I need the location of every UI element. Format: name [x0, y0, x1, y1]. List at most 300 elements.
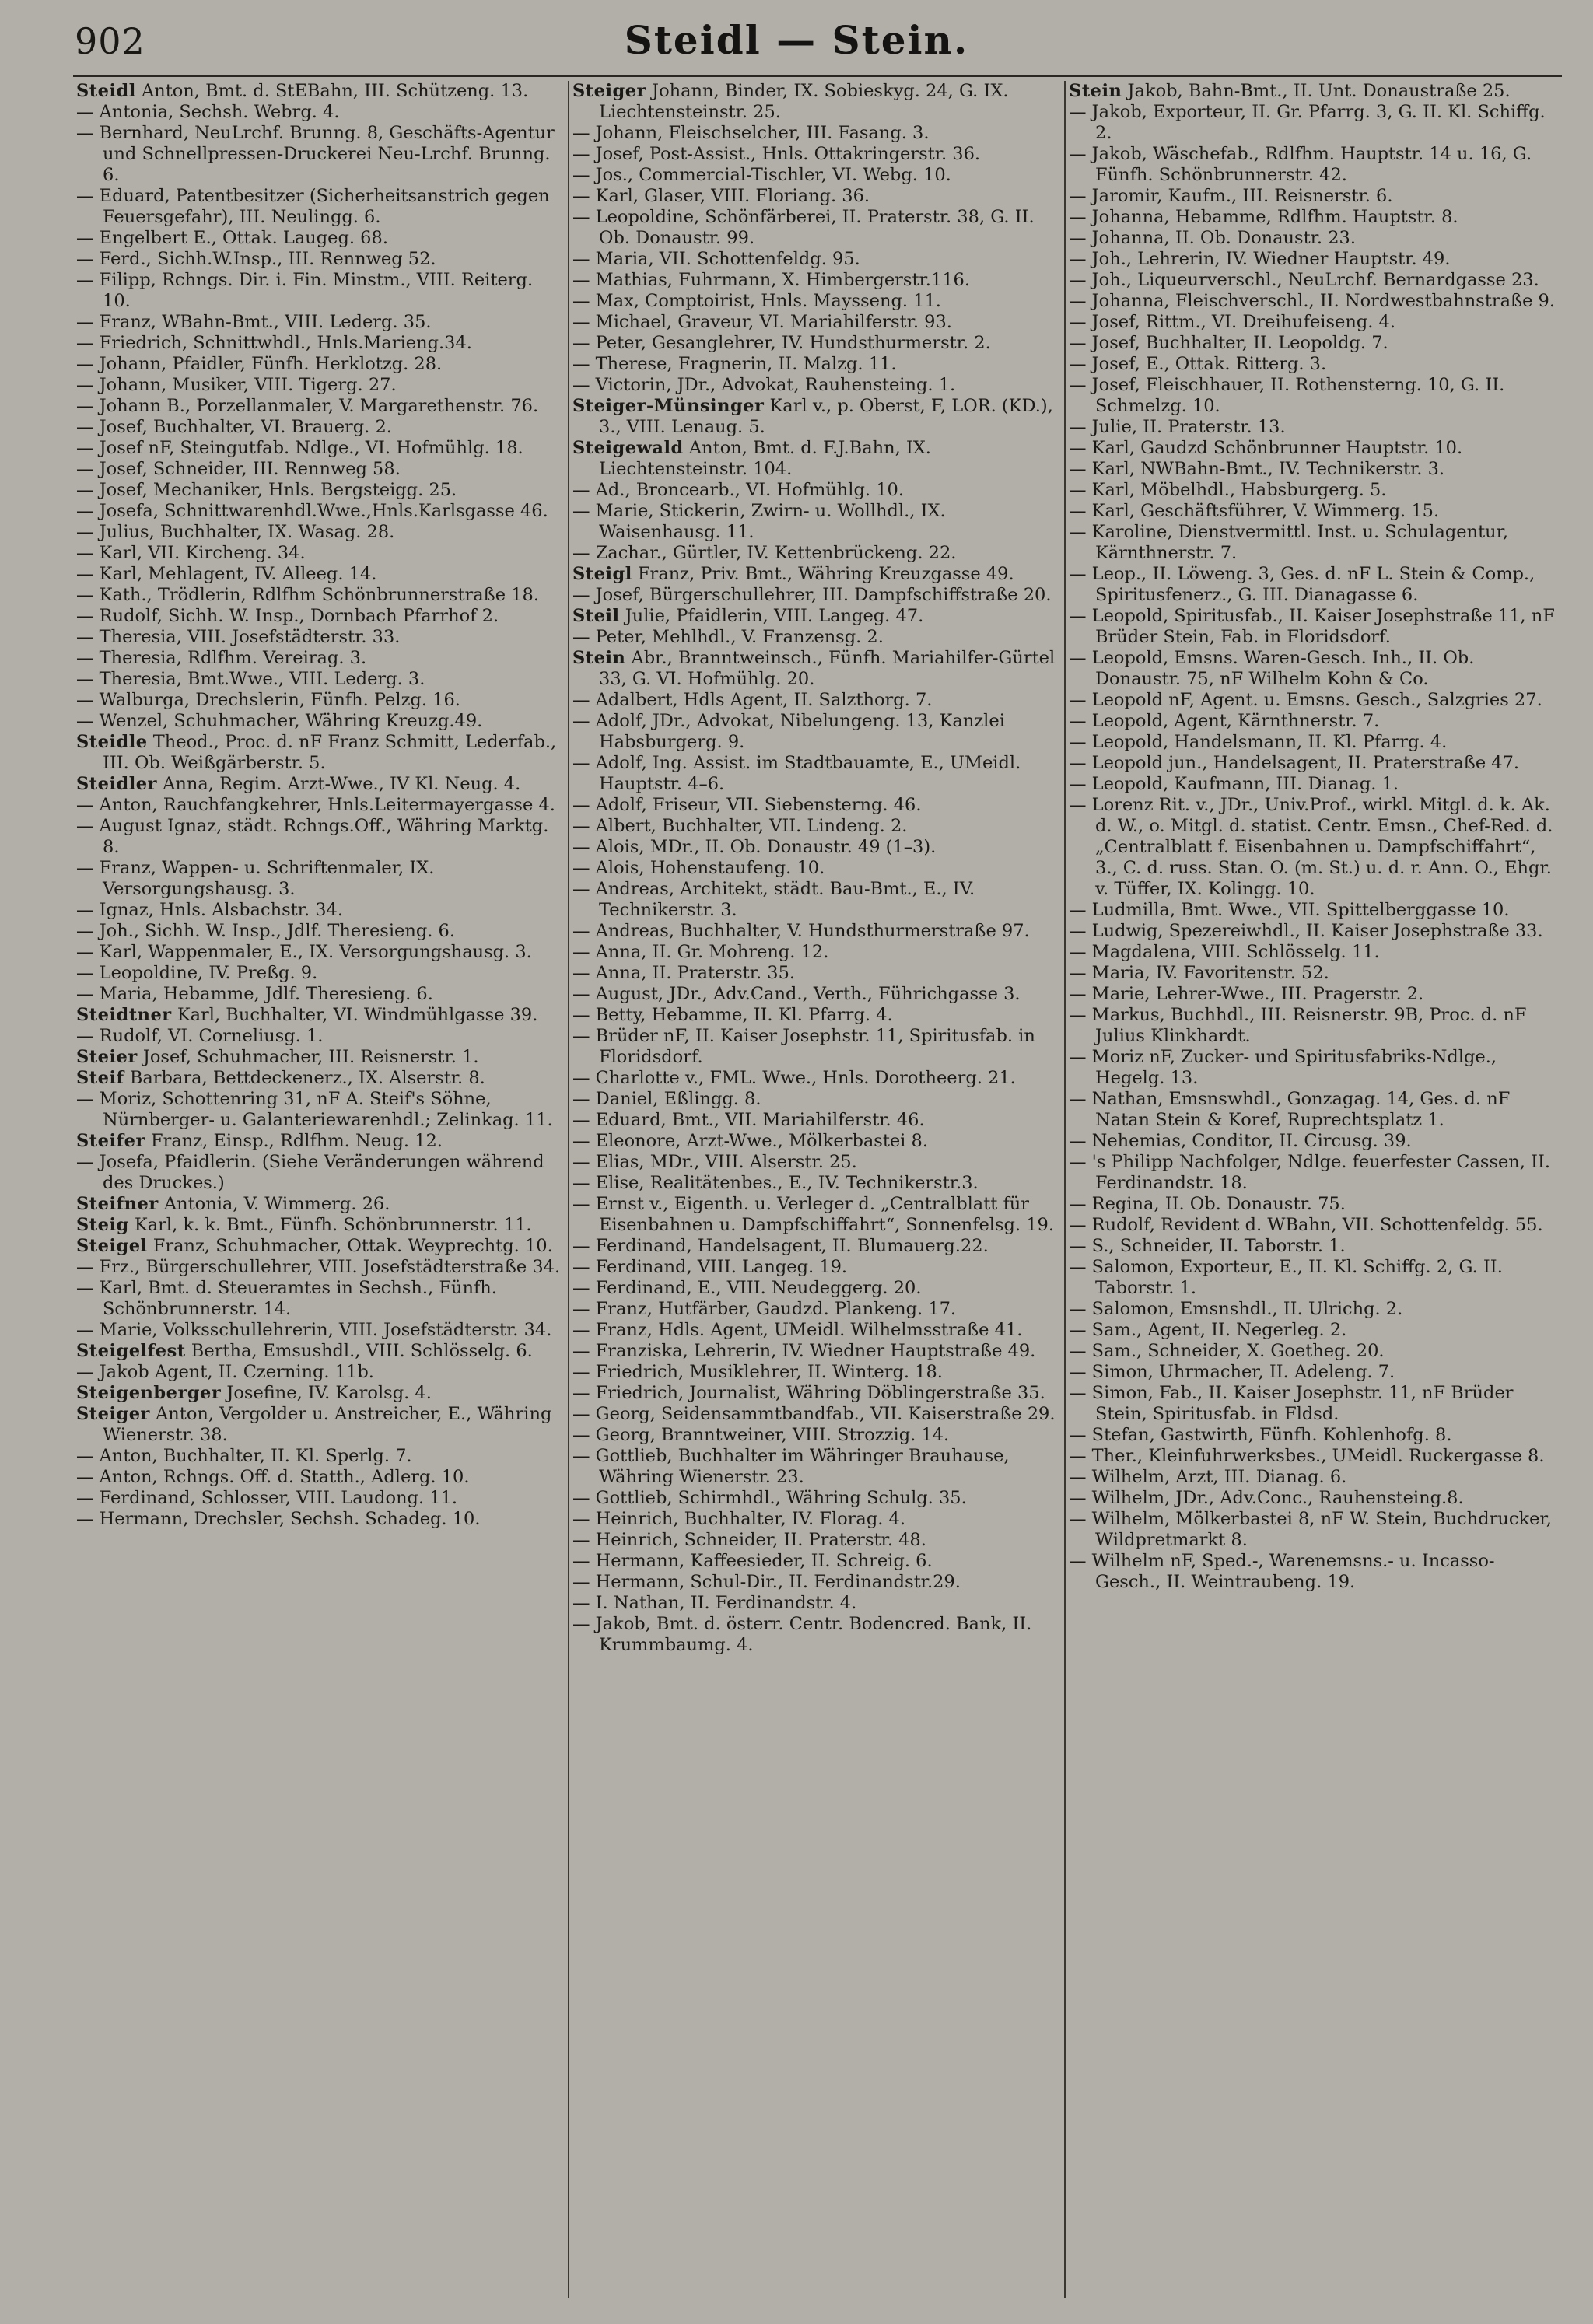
directory-entry	[76, 81, 562, 102]
directory-entry	[76, 1047, 562, 1068]
directory-entry	[572, 984, 1058, 1005]
entry-text: — Karl, VII. Kircheng. 34.	[76, 543, 306, 563]
entry-surname: Steifer	[76, 1131, 145, 1151]
entry-text: — Wenzel, Schuhmacher, Währing Kreuzg.49.	[76, 711, 483, 731]
directory-entry	[572, 207, 1058, 249]
directory-entry	[1069, 1047, 1556, 1089]
entry-text: — Josef, E., Ottak. Ritterg. 3.	[1069, 354, 1327, 374]
entry-text: — Karl, Gaudzd Schönbrunner Hauptstr. 10.	[1069, 438, 1463, 458]
directory-entry	[572, 1005, 1058, 1026]
directory-entry	[572, 1509, 1058, 1530]
directory-entry	[76, 1467, 562, 1488]
directory-entry	[572, 543, 1058, 564]
directory-entry	[76, 942, 562, 963]
entry-text: — Joh., Liqueurverschl., NeuLrchf. Bernardgasse 23.	[1069, 270, 1539, 290]
directory-entry	[1069, 249, 1556, 270]
entry-text: Karl v., p. Oberst, F, LOR. (KD.), 3., VIII. Lenaug. 5.	[599, 396, 1053, 437]
entry-text: — Anton, Rauchfangkehrer, Hnls.Leitermayergasse 4.	[76, 795, 555, 815]
entry-text: — Johann, Fleischselcher, III. Fasang. 3.	[572, 123, 930, 143]
directory-entry	[76, 543, 562, 564]
directory-entry	[1069, 1131, 1556, 1152]
directory-entry	[572, 186, 1058, 207]
directory-entry	[572, 123, 1058, 144]
directory-entry	[76, 1089, 562, 1131]
entry-text: — Simon, Fab., II. Kaiser Josephstr. 11, nF Brüder Stein, Spiritusfab. in Fldsd.	[1069, 1383, 1514, 1424]
entry-text: — Ludwig, Spezereiwhdl., II. Kaiser Josephstraße 33.	[1069, 921, 1543, 941]
entry-text: — Mathias, Fuhrmann, X. Himbergerstr.116.	[572, 270, 971, 290]
directory-entry	[572, 333, 1058, 354]
directory-entry	[572, 1068, 1058, 1089]
entry-text: — Magdalena, VIII. Schlösselg. 11.	[1069, 942, 1380, 962]
directory-entry	[572, 879, 1058, 921]
directory-entry	[1069, 1446, 1556, 1467]
entry-text: — Heinrich, Buchhalter, IV. Florag. 4.	[572, 1509, 905, 1529]
entry-text: — Anton, Buchhalter, II. Kl. Sperlg. 7.	[76, 1446, 412, 1466]
entry-text: Jakob, Bahn-Bmt., II. Unt. Donaustraße 25.	[1122, 81, 1511, 101]
entry-text: — Wilhelm nF, Sped.-, Warenemsns.- u. Incasso-Gesch., II. Weintraubeng. 19.	[1069, 1551, 1495, 1592]
directory-entry	[1069, 1488, 1556, 1509]
entry-text: — Hermann, Drechsler, Sechsh. Schadeg. 10.	[76, 1509, 481, 1529]
entry-text: — Leopold jun., Handelsagent, II. Praterstraße 47.	[1069, 753, 1520, 773]
directory-entry	[572, 375, 1058, 396]
directory-entry	[572, 1026, 1058, 1068]
entry-text: — S., Schneider, II. Taborstr. 1.	[1069, 1236, 1346, 1256]
directory-entry	[572, 1236, 1058, 1257]
directory-entry	[76, 438, 562, 459]
entry-text: Anton, Bmt. d. F.J.Bahn, IX. Liechtensteinstr. 104.	[599, 438, 931, 479]
entry-text: — Marie, Stickerin, Zwirn- u. Wollhdl., IX. Waisenhausg. 11.	[572, 501, 946, 542]
directory-entry	[1069, 1152, 1556, 1194]
directory-entry	[572, 690, 1058, 711]
entry-text: — Josef, Fleischhauer, II. Rothensterng. 10, G. II. Schmelzg. 10.	[1069, 375, 1505, 416]
entry-text: — Peter, Mehlhdl., V. Franzensg. 2.	[572, 627, 884, 647]
directory-entry	[76, 1362, 562, 1383]
page-number: 902	[75, 20, 145, 62]
directory-entry	[1069, 1236, 1556, 1257]
entry-text: — Jakob, Bmt. d. österr. Centr. Bodencred. Bank, II. Krummbaumg. 4.	[572, 1614, 1032, 1655]
entry-text: — Maria, Hebamme, Jdlf. Theresieng. 6.	[76, 984, 433, 1004]
entry-text: — Adolf, Friseur, VII. Siebensterng. 46.	[572, 795, 922, 815]
entry-text: — Leopold, Spiritusfab., II. Kaiser Josephstraße 11, nF Brüder Stein, Fab. in Floridsdorf.	[1069, 606, 1555, 647]
entry-text: — Antonia, Sechsh. Webrg. 4.	[76, 102, 340, 122]
directory-entry	[1069, 921, 1556, 942]
entry-text: — Gottlieb, Buchhalter im Währinger Brauhause, Währing Wienerstr. 23.	[572, 1446, 1010, 1487]
entry-text: — Ferdinand, Handelsagent, II. Blumauerg.22.	[572, 1236, 989, 1256]
directory-entry	[76, 396, 562, 417]
entry-text: Anton, Vergolder u. Anstreicher, E., Währing Wienerstr. 38.	[103, 1404, 552, 1445]
entry-text: Karl, k. k. Bmt., Fünfh. Schönbrunnerstr. 11.	[128, 1215, 532, 1235]
directory-entry	[76, 1026, 562, 1047]
directory-columns	[73, 81, 1562, 2298]
directory-entry	[1069, 270, 1556, 291]
entry-text: — Jakob Agent, II. Czerning. 11b.	[76, 1362, 374, 1382]
directory-entry	[572, 165, 1058, 186]
directory-entry	[1069, 1320, 1556, 1341]
entry-text: — August, JDr., Adv.Cand., Verth., Führichgasse 3.	[572, 984, 1021, 1004]
page-header	[0, 11, 1593, 67]
entry-text: — Anton, Rchngs. Off. d. Statth., Adlerg. 10.	[76, 1467, 470, 1487]
directory-entry	[1069, 606, 1556, 648]
entry-surname: Steiger-Münsinger	[572, 396, 765, 416]
entry-text: — Markus, Buchhdl., III. Reisnerstr. 9B, Proc. d. nF Julius Klinkhardt.	[1069, 1005, 1527, 1046]
directory-entry	[76, 312, 562, 333]
entry-text: — Josef, Buchhalter, II. Leopoldg. 7.	[1069, 333, 1388, 353]
entry-text: — Friedrich, Musiklehrer, II. Winterg. 18.	[572, 1362, 943, 1382]
directory-entry	[572, 501, 1058, 543]
entry-text: — Leopold, Handelsmann, II. Kl. Pfarrg. 4.	[1069, 732, 1448, 752]
directory-entry	[572, 942, 1058, 963]
directory-entry	[76, 375, 562, 396]
entry-text: — Leopoldine, Schönfärberei, II. Praterstr. 38, G. II. Ob. Donaustr. 99.	[572, 207, 1035, 248]
directory-entry	[76, 648, 562, 669]
entry-text: Abr., Branntweinsch., Fünfh. Mariahilfer-Gürtel 33, G. VI. Hofmühlg. 20.	[599, 648, 1056, 689]
directory-entry	[1069, 312, 1556, 333]
directory-entry	[76, 858, 562, 900]
directory-entry	[572, 480, 1058, 501]
directory-entry	[76, 711, 562, 732]
entry-text: — Karl, NWBahn-Bmt., IV. Technikerstr. 3.	[1069, 459, 1445, 479]
entry-surname: Steigl	[572, 564, 632, 584]
entry-text: — Georg, Seidensammtbandfab., VII. Kaiserstraße 29.	[572, 1404, 1056, 1424]
directory-entry	[76, 1383, 562, 1404]
entry-text: — Josef, Schneider, III. Rennweg 58.	[76, 459, 401, 479]
entry-text: — Leopold, Emsns. Waren-Gesch. Inh., II. Ob. Donaustr. 75, nF Wilhelm Kohn & Co.	[1069, 648, 1475, 689]
entry-text: — Alois, MDr., II. Ob. Donaustr. 49 (1–3).	[572, 837, 937, 857]
entry-text: — Maria, VII. Schottenfeldg. 95.	[572, 249, 860, 269]
directory-entry	[76, 186, 562, 228]
entry-text: — Karl, Mehlagent, IV. Alleeg. 14.	[76, 564, 377, 584]
entry-text: — 's Philipp Nachfolger, Ndlge. feuerfester Cassen, II. Ferdinandstr. 18.	[1069, 1152, 1551, 1193]
directory-entry	[76, 1341, 562, 1362]
entry-text: — Julius, Buchhalter, IX. Wasag. 28.	[76, 522, 395, 542]
directory-entry	[572, 711, 1058, 753]
entry-text: Theod., Proc. d. nF Franz Schmitt, Lederfab., III. Ob. Weißgärberstr. 5.	[103, 732, 557, 773]
entry-text: Franz, Einsp., Rdlfhm. Neug. 12.	[145, 1131, 443, 1151]
directory-entry	[1069, 501, 1556, 522]
entry-text: — Joh., Lehrerin, IV. Wiedner Hauptstr. 49.	[1069, 249, 1451, 269]
entry-text: — Leop., II. Löweng. 3, Ges. d. nF L. Stein & Comp., Spiritusfenerz., G. III. Dianagasse 6.	[1069, 564, 1535, 605]
entry-text: — Josefa, Schnittwarenhdl.Wwe.,Hnls.Karlsgasse 46.	[76, 501, 548, 521]
entry-text: — Jos., Commercial-Tischler, VI. Webg. 10.	[572, 165, 951, 185]
entry-text: — Friedrich, Schnittwhdl., Hnls.Marieng.34.	[76, 333, 472, 353]
directory-entry	[572, 1299, 1058, 1320]
entry-text: — Michael, Graveur, VI. Mariahilferstr. 93.	[572, 312, 952, 332]
entry-text: — Charlotte v., FML. Wwe., Hnls. Dorotheerg. 21.	[572, 1068, 1016, 1088]
directory-entry	[572, 1341, 1058, 1362]
entry-text: — Jaromir, Kaufm., III. Reisnerstr. 6.	[1069, 186, 1393, 206]
directory-entry	[76, 102, 562, 123]
entry-text: Anna, Regim. Arzt-Wwe., IV Kl. Neug. 4.	[156, 774, 521, 794]
directory-entry	[1069, 480, 1556, 501]
directory-entry	[572, 1446, 1058, 1488]
directory-entry	[76, 1488, 562, 1509]
directory-entry	[572, 837, 1058, 858]
entry-text: — I. Nathan, II. Ferdinandstr. 4.	[572, 1593, 857, 1613]
directory-entry	[76, 585, 562, 606]
entry-text: — Franz, Hutfärber, Gaudzd. Plankeng. 17.	[572, 1299, 957, 1319]
directory-entry	[1069, 1089, 1556, 1131]
entry-text: — Ernst v., Eigenth. u. Verleger d. „Centralblatt für Eisenbahnen u. Dampfschiffahrt“, Sonnenfelsg. 19.	[572, 1194, 1054, 1235]
entry-text: — Filipp, Rchngs. Dir. i. Fin. Minstm., VIII. Reiterg. 10.	[76, 270, 534, 311]
entry-text: — Karoline, Dienstvermittl. Inst. u. Schulagentur, Kärnthnerstr. 7.	[1069, 522, 1509, 563]
entry-text: — Engelbert E., Ottak. Laugeg. 68.	[76, 228, 388, 248]
entry-text: — Josef, Bürgerschullehrer, III. Dampfschiffstraße 20.	[572, 585, 1052, 605]
directory-entry	[1069, 81, 1556, 102]
directory-entry	[1069, 1551, 1556, 1593]
directory-entry	[76, 1131, 562, 1152]
directory-entry	[1069, 1425, 1556, 1446]
entry-text: — Leopoldine, IV. Preßg. 9.	[76, 963, 318, 983]
directory-entry	[76, 480, 562, 501]
entry-surname: Stein	[1069, 81, 1122, 101]
directory-entry	[1069, 1467, 1556, 1488]
directory-entry	[1069, 711, 1556, 732]
entry-text: — Peter, Gesanglehrer, IV. Hundsthurmerstr. 2.	[572, 333, 991, 353]
directory-entry	[572, 354, 1058, 375]
directory-entry	[76, 963, 562, 984]
entry-text: Anton, Bmt. d. StEBahn, III. Schützeng. 13.	[135, 81, 529, 101]
directory-entry	[572, 81, 1058, 123]
directory-entry	[76, 816, 562, 858]
directory-entry	[76, 795, 562, 816]
directory-entry	[1069, 1194, 1556, 1215]
directory-entry	[1069, 1257, 1556, 1299]
entry-surname: Steidler	[76, 774, 157, 794]
directory-entry	[572, 1320, 1058, 1341]
directory-entry	[1069, 1383, 1556, 1425]
entry-text: — Kath., Trödlerin, Rdlfhm Schönbrunnerstraße 18.	[76, 585, 539, 605]
directory-entry	[76, 669, 562, 690]
entry-text: — Johanna, Hebamme, Rdlfhm. Hauptstr. 8.	[1069, 207, 1458, 227]
directory-entry	[76, 270, 562, 312]
entry-text: — Franz, Hdls. Agent, UMeidl. Wilhelmsstraße 41.	[572, 1320, 1023, 1340]
entry-text: — Ferdinand, Schlosser, VIII. Laudong. 11.	[76, 1488, 458, 1508]
entry-text: — Moriz nF, Zucker- und Spiritusfabriks-Ndlge., Hegelg. 13.	[1069, 1047, 1497, 1088]
directory-entry	[1069, 144, 1556, 186]
directory-entry	[1069, 417, 1556, 438]
entry-text: Franz, Priv. Bmt., Währing Kreuzgasse 49.	[632, 564, 1014, 584]
entry-surname: Steigewald	[572, 438, 684, 458]
directory-entry	[1069, 333, 1556, 354]
directory-entry	[76, 354, 562, 375]
entry-text: — Adalbert, Hdls Agent, II. Salzthorg. 7.	[572, 690, 933, 710]
directory-entry	[76, 417, 562, 438]
entry-text: — Salomon, Exporteur, E., II. Kl. Schiffg. 2, G. II. Taborstr. 1.	[1069, 1257, 1503, 1298]
directory-entry	[76, 249, 562, 270]
directory-entry	[76, 501, 562, 522]
column-3	[1066, 81, 1562, 2298]
directory-entry	[572, 1383, 1058, 1404]
entry-text: — Wilhelm, Mölkerbastei 8, nF W. Stein, Buchdrucker, Wildpretmarkt 8.	[1069, 1509, 1552, 1550]
entry-text: — Franz, WBahn-Bmt., VIII. Lederg. 35.	[76, 312, 432, 332]
directory-entry	[572, 1425, 1058, 1446]
entry-text: — Rudolf, Sichh. W. Insp., Dornbach Pfarrhof 2.	[76, 606, 499, 626]
entry-text: — Rudolf, VI. Corneliusg. 1.	[76, 1026, 324, 1046]
directory-entry	[76, 1152, 562, 1194]
directory-entry	[1069, 1215, 1556, 1236]
directory-entry	[1069, 774, 1556, 795]
entry-text: Franz, Schuhmacher, Ottak. Weyprechtg. 10.	[147, 1236, 553, 1256]
entry-text: Johann, Binder, IX. Sobieskyg. 24, G. IX. Liechtensteinstr. 25.	[599, 81, 1009, 122]
entry-text: — Josef nF, Steingutfab. Ndlge., VI. Hofmühlg. 18.	[76, 438, 523, 458]
directory-entry	[76, 1236, 562, 1257]
entry-text: — Ferd., Sichh.W.Insp., III. Rennweg 52.	[76, 249, 436, 269]
entry-text: — Karl, Wappenmaler, E., IX. Versorgungshausg. 3.	[76, 942, 532, 962]
directory-entry	[572, 627, 1058, 648]
entry-text: — Ther., Kleinfuhrwerksbes., UMeidl. Ruckergasse 8.	[1069, 1446, 1545, 1466]
entry-text: — Elise, Realitätenbes., E., IV. Technikerstr.3.	[572, 1173, 979, 1193]
entry-text: — Johanna, II. Ob. Donaustr. 23.	[1069, 228, 1356, 248]
directory-entry	[76, 564, 562, 585]
entry-text: — Sam., Schneider, X. Goetheg. 20.	[1069, 1341, 1385, 1361]
entry-text: — Ludmilla, Bmt. Wwe., VII. Spittelberggasse 10.	[1069, 900, 1510, 920]
directory-entry	[572, 1488, 1058, 1509]
entry-text: — Nathan, Emsnswhdl., Gonzagag. 14, Ges. d. nF Natan Stein & Koref, Ruprechtsplatz 1.	[1069, 1089, 1511, 1130]
entry-surname: Steif	[76, 1068, 124, 1088]
directory-entry	[76, 690, 562, 711]
directory-entry	[572, 1404, 1058, 1425]
entry-text: — Ferdinand, E., VIII. Neudeggerg. 20.	[572, 1278, 922, 1298]
directory-entry	[76, 1068, 562, 1089]
entry-text: — Hermann, Schul-Dir., II. Ferdinandstr.29.	[572, 1572, 961, 1592]
directory-entry	[572, 606, 1058, 627]
entry-text: — Wilhelm, JDr., Adv.Conc., Rauhensteing.8.	[1069, 1488, 1464, 1508]
entry-text: — Heinrich, Schneider, II. Praterstr. 48.	[572, 1530, 926, 1550]
directory-entry	[76, 1194, 562, 1215]
directory-entry	[572, 1551, 1058, 1572]
directory-entry	[572, 648, 1058, 690]
directory-entry	[572, 858, 1058, 879]
entry-text: — Anna, II. Praterstr. 35.	[572, 963, 796, 983]
directory-entry	[572, 1194, 1058, 1236]
entry-text: — Rudolf, Revident d. WBahn, VII. Schottenfeldg. 55.	[1069, 1215, 1543, 1235]
entry-text: — Elias, MDr., VIII. Alserstr. 25.	[572, 1152, 857, 1172]
entry-text: — Sam., Agent, II. Negerleg. 2.	[1069, 1320, 1347, 1340]
entry-text: — Adolf, JDr., Advokat, Nibelungeng. 13, Kanzlei Habsburgerg. 9.	[572, 711, 1005, 752]
entry-text: — Theresia, Rdlfhm. Vereirag. 3.	[76, 648, 367, 668]
entry-text: — Nehemias, Conditor, II. Circusg. 39.	[1069, 1131, 1412, 1151]
entry-surname: Steil	[572, 606, 620, 626]
entry-text: — Ignaz, Hnls. Alsbachstr. 34.	[76, 900, 344, 920]
entry-text: — Adolf, Ing. Assist. im Stadtbauamte, E., UMeidl. Hauptstr. 4–6.	[572, 753, 1021, 794]
entry-text: — Ad., Broncearb., VI. Hofmühlg. 10.	[572, 480, 904, 500]
entry-text: — Josef, Mechaniker, Hnls. Bergsteigg. 25.	[76, 480, 457, 500]
directory-entry	[572, 1593, 1058, 1614]
directory-entry	[1069, 732, 1556, 753]
entry-text: — Ferdinand, VIII. Langeg. 19.	[572, 1257, 848, 1277]
directory-entry	[76, 627, 562, 648]
directory-entry	[1069, 291, 1556, 312]
directory-entry	[572, 1572, 1058, 1593]
directory-entry	[76, 459, 562, 480]
entry-surname: Steier	[76, 1047, 138, 1067]
entry-text: — Frz., Bürgerschullehrer, VIII. Josefstädterstraße 34.	[76, 1257, 561, 1277]
entry-text: — Therese, Fragnerin, II. Malzg. 11.	[572, 354, 897, 374]
entry-surname: Stein	[572, 648, 626, 668]
entry-text: Antonia, V. Wimmerg. 26.	[158, 1194, 390, 1214]
entry-text: — Jakob, Exporteur, II. Gr. Pfarrg. 3, G. II. Kl. Schiffg. 2.	[1069, 102, 1546, 143]
entry-text: — Marie, Lehrer-Wwe., III. Pragerstr. 2.	[1069, 984, 1424, 1004]
running-title: Steidl — Stein.	[624, 17, 969, 63]
directory-entry	[76, 1005, 562, 1026]
entry-text: — Simon, Uhrmacher, II. Adeleng. 7.	[1069, 1362, 1395, 1382]
directory-entry	[1069, 795, 1556, 900]
entry-text: Josefine, IV. Karolsg. 4.	[221, 1383, 432, 1403]
entry-text: — August Ignaz, städt. Rchngs.Off., Währing Marktg. 8.	[76, 816, 549, 857]
directory-entry	[1069, 1299, 1556, 1320]
entry-text: — Karl, Möbelhdl., Habsburgerg. 5.	[1069, 480, 1387, 500]
entry-text: — Alois, Hohenstaufeng. 10.	[572, 858, 825, 878]
entry-text: — Josef, Post-Assist., Hnls. Ottakringerstr. 36.	[572, 144, 981, 164]
directory-entry	[76, 333, 562, 354]
entry-surname: Steigenberger	[76, 1383, 222, 1403]
directory-entry	[1069, 963, 1556, 984]
directory-entry	[1069, 690, 1556, 711]
directory-entry	[572, 1110, 1058, 1131]
directory-entry	[572, 312, 1058, 333]
entry-text: — Karl, Geschäftsführer, V. Wimmerg. 15.	[1069, 501, 1440, 521]
entry-text: — Johann, Pfaidler, Fünfh. Herklotzg. 28.	[76, 354, 443, 374]
directory-entry	[1069, 228, 1556, 249]
directory-entry	[572, 816, 1058, 837]
entry-text: — Andreas, Architekt, städt. Bau-Bmt., E., IV. Technikerstr. 3.	[572, 879, 975, 920]
directory-entry	[1069, 102, 1556, 144]
directory-entry	[1069, 1509, 1556, 1551]
directory-entry	[572, 1152, 1058, 1173]
directory-entry	[76, 606, 562, 627]
entry-text: Julie, Pfaidlerin, VIII. Langeg. 47.	[619, 606, 924, 626]
directory-entry	[1069, 1341, 1556, 1362]
directory-entry	[1069, 459, 1556, 480]
directory-entry	[572, 921, 1058, 942]
directory-entry	[572, 753, 1058, 795]
directory-entry	[76, 921, 562, 942]
entry-text: — Max, Comptoirist, Hnls. Maysseng. 11.	[572, 291, 941, 311]
entry-surname: Steiger	[572, 81, 646, 101]
directory-entry	[572, 249, 1058, 270]
directory-entry	[572, 795, 1058, 816]
entry-text: — Joh., Sichh. W. Insp., Jdlf. Theresieng. 6.	[76, 921, 456, 941]
entry-text: — Karl, Bmt. d. Steueramtes in Sechsh., Fünfh. Schönbrunnerstr. 14.	[76, 1278, 497, 1319]
entry-text: — Stefan, Gastwirth, Fünfh. Kohlenhofg. 8.	[1069, 1425, 1452, 1445]
entry-text: — Leopold, Agent, Kärnthnerstr. 7.	[1069, 711, 1380, 731]
entry-text: — Franz, Wappen- u. Schriftenmaler, IX. Versorgungshausg. 3.	[76, 858, 435, 899]
directory-entry	[76, 984, 562, 1005]
entry-surname: Steidtner	[76, 1005, 172, 1025]
entry-text: — Josef, Rittm., VI. Dreihufeiseng. 4.	[1069, 312, 1396, 332]
entry-text: Karl, Buchhalter, VI. Windmühlgasse 39.	[171, 1005, 538, 1025]
column-2	[569, 81, 1066, 2298]
directory-entry	[1069, 942, 1556, 963]
directory-entry	[572, 1530, 1058, 1551]
entry-text: — Anna, II. Gr. Mohreng. 12.	[572, 942, 829, 962]
entry-text: — Andreas, Buchhalter, V. Hundsthurmerstraße 97.	[572, 921, 1030, 941]
entry-text: — Eduard, Bmt., VII. Mariahilferstr. 46.	[572, 1110, 925, 1130]
entry-text: — Walburga, Drechslerin, Fünfh. Pelzg. 16.	[76, 690, 460, 710]
entry-text: — Eduard, Patentbesitzer (Sicherheitsanstrich gegen Feuersgefahr), III. Neulingg. 6.	[76, 186, 550, 227]
directory-entry	[572, 585, 1058, 606]
entry-text: — Hermann, Kaffeesieder, II. Schreig. 6.	[572, 1551, 933, 1571]
directory-entry	[1069, 648, 1556, 690]
directory-entry	[76, 1509, 562, 1530]
entry-text: — Betty, Hebamme, II. Kl. Pfarrg. 4.	[572, 1005, 893, 1025]
directory-entry	[1069, 438, 1556, 459]
header-rule	[73, 75, 1562, 77]
entry-text: — Bernhard, NeuLrchf. Brunng. 8, Geschäfts-Agentur und Schnellpressen-Druckerei Neu-Lrchf. Brunng. 6.	[76, 123, 555, 185]
directory-entry	[76, 123, 562, 186]
entry-text: — Johann B., Porzellanmaler, V. Margarethenstr. 76.	[76, 396, 539, 416]
entry-surname: Steigelfest	[76, 1341, 186, 1361]
